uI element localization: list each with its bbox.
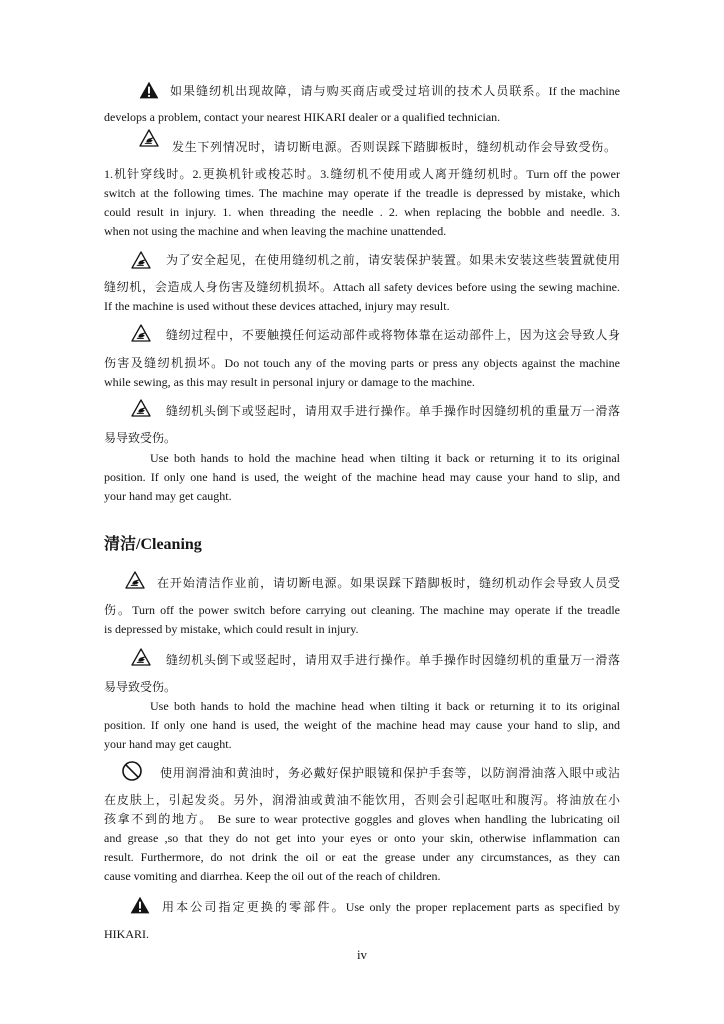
prohibition-icon (121, 760, 143, 782)
text-line: 在开始清洁作业前，请切断电源。如果误踩下踏脚板时，缝纫机动作会导致人员受 (157, 576, 620, 590)
hand-caution-icon (131, 324, 151, 342)
hand-caution-icon (131, 399, 151, 417)
warning-triangle-icon (139, 81, 159, 99)
hand-caution-icon (125, 571, 145, 589)
text-line: could result in injury. 1. when threading the needle . 2. when replacing the bobble and needle. 3. (104, 205, 620, 219)
text-line: and grease ,so that they do not get into your eyes or onto your skin, otherwise inflammation can (104, 831, 620, 845)
hand-caution-icon (139, 129, 159, 147)
text-line: 缝纫机头倒下或竖起时，请用双手进行操作。单手操作时因缝纫机的重量万一滑落 (166, 404, 620, 418)
text-line: 缝纫机头倒下或竖起时，请用双手进行操作。单手操作时因缝纫机的重量万一滑落 (166, 653, 620, 667)
text-line: develops a problem, contact your nearest HIKARI dealer or a qualified technician. (104, 110, 501, 124)
text-line: 易导致受伤。 (104, 680, 177, 694)
text-line: 伤。Turn off the power switch before carrying out cleaning. The machine may operate if the treadle (104, 603, 620, 617)
text-line: HIKARI. (104, 927, 149, 941)
text-line: your hand may get caught. (104, 737, 232, 751)
text-line: 发生下列情况时，请切断电源。否则误踩下踏脚板时，缝纫机动作会导致受伤。 (172, 140, 616, 154)
text-line: is depressed by mistake, which could result in injury. (104, 622, 359, 636)
text-line: 孩拿不到的地方。 Be sure to wear protective goggles and gloves when handling the lubricating oil (104, 812, 620, 826)
section-heading: 清洁/Cleaning (104, 536, 202, 553)
text-line: cause vomiting and diarrhea. Keep the oil out of the reach of children. (104, 869, 441, 883)
text-line: when not using the machine and when leaving the machine unattended. (104, 224, 447, 238)
text-line: 使用润滑油和黄油时，务必戴好保护眼镜和保护手套等，以防润滑油落入眼中或沾 (160, 766, 620, 780)
text-line: 1.机针穿线时。2.更换机针或梭芯时。3.缝纫机不使用或人离开缝纫机时。Turn off the power (104, 167, 620, 181)
hand-caution-icon (131, 648, 151, 666)
text-line: switch at the following times. The machine may operate if the treadle is depressed by mistake, which (104, 186, 620, 200)
text-line: 缝纫过程中，不要触摸任何运动部件或将物体靠在运动部件上，因为这会导致人身 (166, 328, 620, 342)
text-line: 如果缝纫机出现故障，请与购买商店或受过培训的技术人员联系。If the machine (170, 84, 620, 98)
page-number: iv (356, 947, 368, 962)
text-line: your hand may get caught. (104, 489, 232, 503)
warning-triangle-icon (130, 896, 150, 914)
text-line: If the machine is used without these devices attached, injury may result. (104, 299, 450, 313)
text-line: Use both hands to hold the machine head when tilting it back or returning it to its original (150, 451, 620, 465)
text-line: 易导致受伤。 (104, 431, 177, 445)
text-line: 伤害及缝纫机损坏。Do not touch any of the moving parts or press any objects against the machine (104, 356, 620, 370)
hand-caution-icon (131, 251, 151, 269)
text-line: 缝纫机，会造成人身伤害及缝纫机损坏。Attach all safety devices before using the sewing machine. (104, 280, 620, 294)
text-line: 用本公司指定更换的零部件。Use only the proper replacement parts as specified by (162, 900, 620, 914)
text-line: position. If only one hand is used, the weight of the machine head may cause your hand to slip, and (104, 718, 620, 732)
text-line: 在皮肤上，引起发炎。另外，润滑油或黄油不能饮用，否则会引起呕吐和腹泻。将油放在小 (104, 793, 620, 807)
text-line: position. If only one hand is used, the weight of the machine head may cause your hand to slip, and (104, 470, 620, 484)
text-line: Use both hands to hold the machine head when tilting it back or returning it to its original (150, 699, 620, 713)
text-line: 为了安全起见，在使用缝纫机之前，请安装保护装置。如果未安装这些装置就使用 (166, 253, 620, 267)
text-line: while sewing, as this may result in personal injury or damage to the machine. (104, 375, 475, 389)
text-line: result. Furthermore, do not drink the oil or eat the grease under any circumstances, as they can (104, 850, 620, 864)
